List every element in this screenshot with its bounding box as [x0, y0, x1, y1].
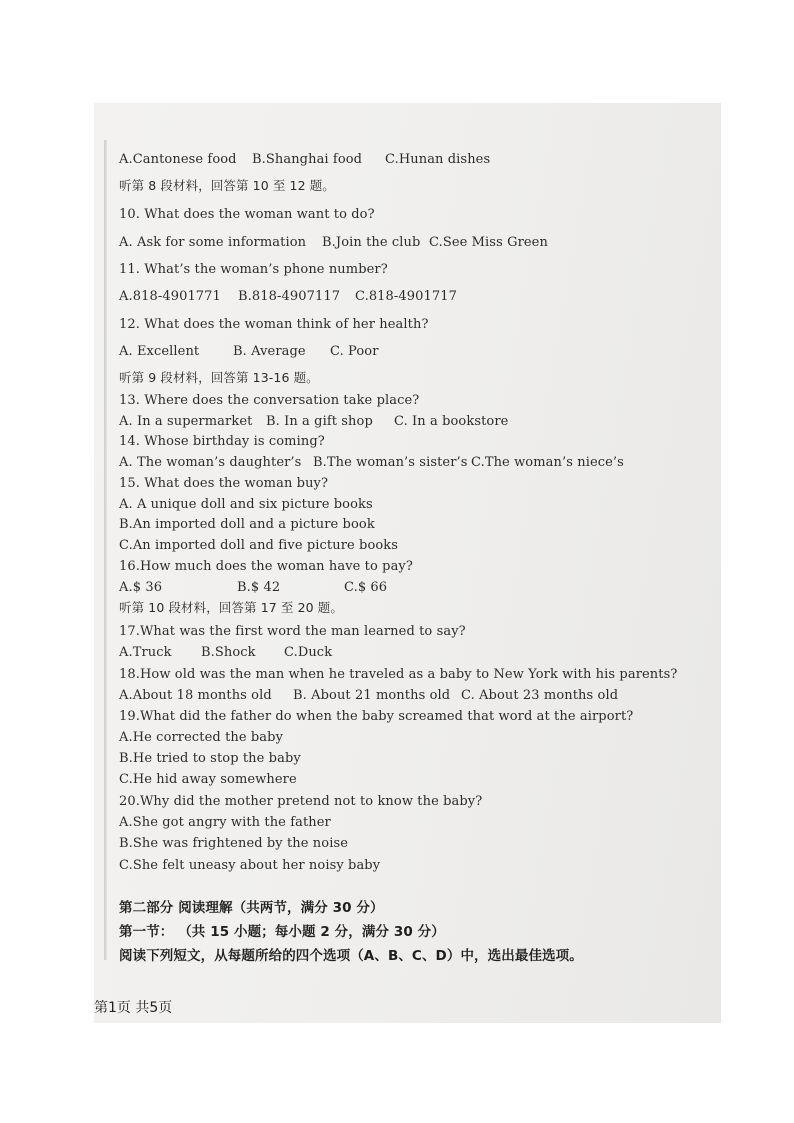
section-one-heading: 第一节： （共 15 小题；每小题 2 分，满分 30 分）	[119, 924, 445, 940]
option-a: A. Ask for some information	[119, 235, 307, 250]
option-b: B.Shock	[201, 645, 256, 660]
part-two-heading: 第二部分 阅读理解（共两节，满分 30 分）	[119, 900, 384, 916]
option-c: C. Poor	[330, 344, 379, 359]
option-a: A. In a supermarket	[119, 414, 253, 429]
option-a: A. The woman’s daughter’s	[119, 455, 302, 470]
question-19: 19.What did the father do when the baby screamed that word at the airport?	[119, 709, 634, 724]
option-b: B. About 21 months old	[293, 688, 451, 703]
option-b: B.Shanghai food	[252, 152, 363, 167]
question-14: 14. Whose birthday is coming?	[119, 434, 325, 449]
question-16: 16.How much does the woman have to pay?	[119, 559, 413, 574]
option-20a: A.She got angry with the father	[119, 815, 331, 830]
option-c: C.Duck	[284, 645, 333, 660]
page-number-footer: 第1页 共5页	[94, 1000, 173, 1016]
answer-options-10	[119, 236, 548, 249]
option-a: A.818-4901771	[119, 289, 221, 304]
option-19c: C.He hid away somewhere	[119, 772, 297, 787]
option-19b: B.He tried to stop the baby	[119, 751, 301, 766]
section-instruction-10: 听第 10 段材料，回答第 17 至 20 题。	[119, 600, 343, 615]
question-18: 18.How old was the man when he traveled as a baby to New York with his parents?	[119, 667, 678, 682]
question-20: 20.Why did the mother pretend not to know the baby?	[119, 794, 483, 809]
option-15a: A. A unique doll and six picture books	[119, 497, 373, 512]
answer-options-11	[119, 290, 457, 303]
option-b: B.$ 42	[237, 580, 281, 595]
option-b: B.818-4907117	[238, 289, 341, 304]
option-c: C.Hunan dishes	[385, 152, 491, 167]
question-15: 15. What does the woman buy?	[119, 476, 329, 491]
option-a: A.Cantonese food	[119, 152, 237, 167]
question-10: 10. What does the woman want to do?	[119, 207, 375, 222]
option-b: B.Join the club	[322, 235, 421, 250]
answer-options-17	[119, 646, 332, 659]
question-17: 17.What was the first word the man learned to say?	[119, 624, 466, 639]
answer-options-12	[119, 345, 379, 358]
answer-options-16	[119, 581, 387, 594]
option-19a: A.He corrected the baby	[119, 730, 284, 745]
answer-options-13	[119, 415, 508, 428]
option-15b: B.An imported doll and a picture book	[119, 517, 375, 532]
option-c: C.818-4901717	[355, 289, 458, 304]
answer-options-14	[119, 456, 624, 469]
option-20b: B.She was frightened by the noise	[119, 836, 349, 851]
option-a: A.$ 36	[119, 580, 163, 595]
reading-instruction: 阅读下列短文，从每题所给的四个选项（A、B、C、D）中，选出最佳选项。	[119, 948, 583, 964]
answer-options-9	[119, 153, 490, 166]
page-fold-shadow	[104, 140, 107, 960]
option-b: B.The woman’s sister’s	[313, 455, 468, 470]
option-c: C.See Miss Green	[429, 235, 548, 250]
option-b: B. In a gift shop	[266, 414, 373, 429]
option-20c: C.She felt uneasy about her noisy baby	[119, 858, 381, 873]
option-b: B. Average	[233, 344, 306, 359]
option-15c: C.An imported doll and five picture books	[119, 538, 399, 553]
section-instruction-9: 听第 9 段材料，回答第 13-16 题。	[119, 370, 319, 385]
question-13: 13. Where does the conversation take place?	[119, 393, 420, 408]
option-a: A. Excellent	[119, 344, 200, 359]
question-12: 12. What does the woman think of her health?	[119, 317, 429, 332]
option-c: C. In a bookstore	[394, 414, 509, 429]
option-c: C.The woman’s niece’s	[471, 455, 624, 470]
section-instruction-8: 听第 8 段材料，回答第 10 至 12 题。	[119, 178, 335, 193]
answer-options-18	[119, 689, 618, 702]
option-c: C. About 23 months old	[461, 688, 619, 703]
question-11: 11. What’s the woman’s phone number?	[119, 262, 388, 277]
option-a: A.About 18 months old	[119, 688, 272, 703]
option-c: C.$ 66	[344, 580, 388, 595]
option-a: A.Truck	[119, 645, 172, 660]
